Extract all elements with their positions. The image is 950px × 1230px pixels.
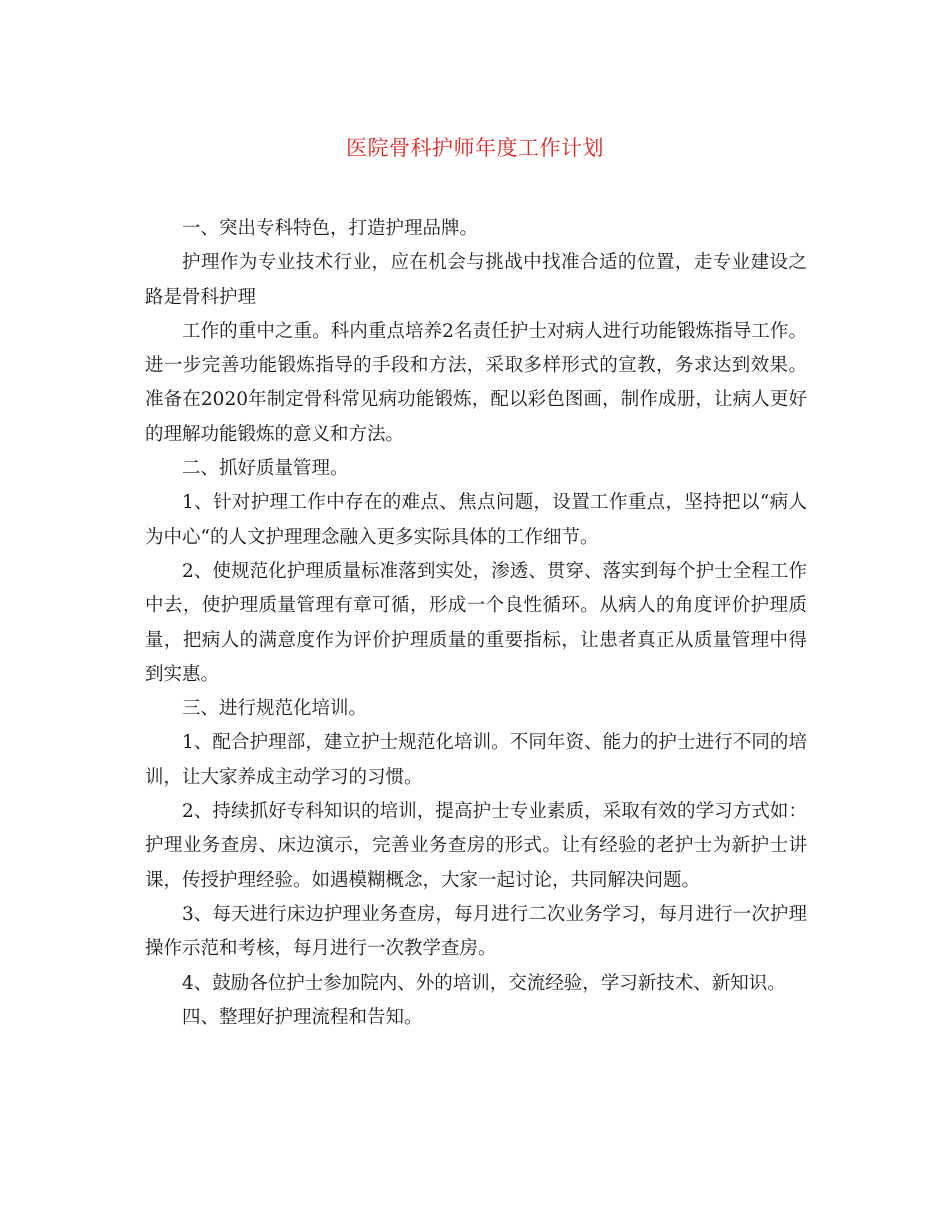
paragraph: 护理作为专业技术行业，应在机会与挑战中找准合适的位置，走专业建设之路是骨科护理 <box>145 252 807 308</box>
paragraph: 1、配合护理部，建立护士规范化培训。不同年资、能力的护士进行不同的培训，让大家养成主动学习的习惯。 <box>145 732 807 788</box>
paragraph: 工作的重中之重。科内重点培养2名责任护士对病人进行功能锻炼指导工作。进一步完善功能锻炼指导的手段和方法，采取多样形式的宣教，务求达到效果。准备在2020年制定骨科常见病功能锻炼，配以彩色图画，制作成册，让病人更好的理解功能锻炼的意义和方法。 <box>145 320 807 445</box>
paragraph: 3、每天进行床边护理业务查房，每月进行二次业务学习，每月进行一次护理操作示范和考核，每月进行一次教学查房。 <box>145 903 807 960</box>
paragraph: 1、针对护理工作中存在的难点、焦点问题，设置工作重点，坚持把以“病人为中心“的人文护理理念融入更多实际具体的工作细节。 <box>145 492 807 548</box>
paragraph: 2、持续抓好专科知识的培训，提高护士专业素质，采取有效的学习方式如：护理业务查房、床边演示，完善业务查房的形式。让有经验的老护士为新护士讲课，传授护理经验。如遇模糊概念，大家一起讨论，共同解决问题。 <box>145 801 807 891</box>
paragraph: 2、使规范化护理质量标准落到实处，渗透、贯穿、落实到每个护士全程工作中去，使护理质量管理有章可循，形成一个良性循环。从病人的角度评价护理质量，把病人的满意度作为评价护理质量的重要指标，让患者真正从质量管理中得到实惠。 <box>145 560 807 685</box>
paragraph-heading-2: 二、抓好质量管理。 <box>182 458 349 480</box>
paragraph-heading-1: 一、突出专科特色，打造护理品牌。 <box>182 218 479 239</box>
paragraph: 4、鼓励各位护士参加院内、外的培训，交流经验，学习新技术、新知识。 <box>182 972 786 994</box>
document-title: 医院骨科护师年度工作计划 <box>346 136 604 160</box>
paragraph-heading-3: 三、进行规范化培训。 <box>182 698 368 720</box>
document-body <box>145 212 807 1035</box>
paragraph-heading-4: 四、整理好护理流程和告知。 <box>182 1006 423 1028</box>
